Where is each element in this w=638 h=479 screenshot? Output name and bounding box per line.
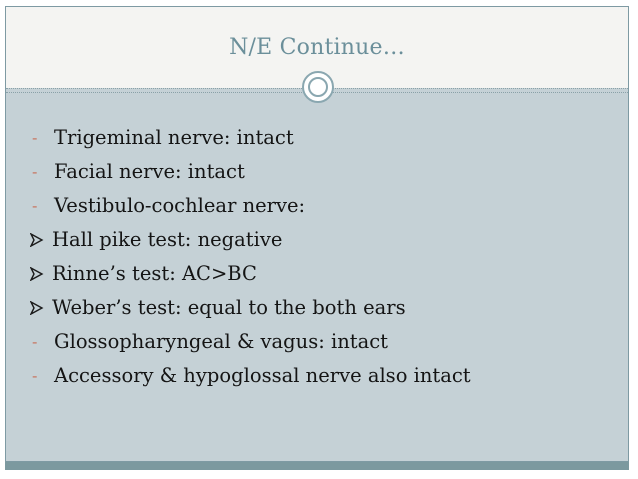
bullet-text: Vestibulo-cochlear nerve: — [54, 194, 306, 217]
bullet-item — [30, 359, 471, 393]
bullet-item — [30, 257, 471, 291]
double-circle-ornament-icon — [302, 71, 334, 103]
dash-bullet-icon: - — [32, 332, 38, 351]
bullet-item — [30, 223, 471, 257]
bullet-item — [30, 121, 471, 155]
arrow-bullet-icon — [30, 257, 52, 291]
bullet-text: Trigeminal nerve: intact — [54, 126, 294, 149]
dash-bullet-icon: - — [32, 196, 38, 215]
arrow-bullet-icon — [30, 223, 52, 257]
bullet-text: Accessory & hypoglossal nerve also intact — [54, 364, 471, 387]
bullet-item — [30, 291, 471, 325]
bullet-text: Rinne’s test: AC>BC — [52, 262, 257, 285]
bullet-item — [30, 189, 471, 223]
slide-title: N/E Continue… — [229, 35, 405, 60]
slide-frame — [5, 6, 629, 462]
bullet-item — [30, 155, 471, 189]
footer-bar — [5, 462, 629, 470]
bullet-item — [30, 325, 471, 359]
bullet-text: Weber’s test: equal to the both ears — [52, 296, 406, 319]
dash-bullet-icon: - — [32, 162, 38, 181]
bullet-text: Facial nerve: intact — [54, 160, 245, 183]
bullet-list — [30, 121, 471, 393]
dash-bullet-icon: - — [32, 128, 38, 147]
arrow-bullet-icon — [30, 291, 52, 325]
bullet-text: Hall pike test: negative — [52, 228, 283, 251]
dash-bullet-icon: - — [32, 366, 38, 385]
ornament-inner-circle — [308, 77, 328, 97]
bullet-text: Glossopharyngeal & vagus: intact — [54, 330, 388, 353]
